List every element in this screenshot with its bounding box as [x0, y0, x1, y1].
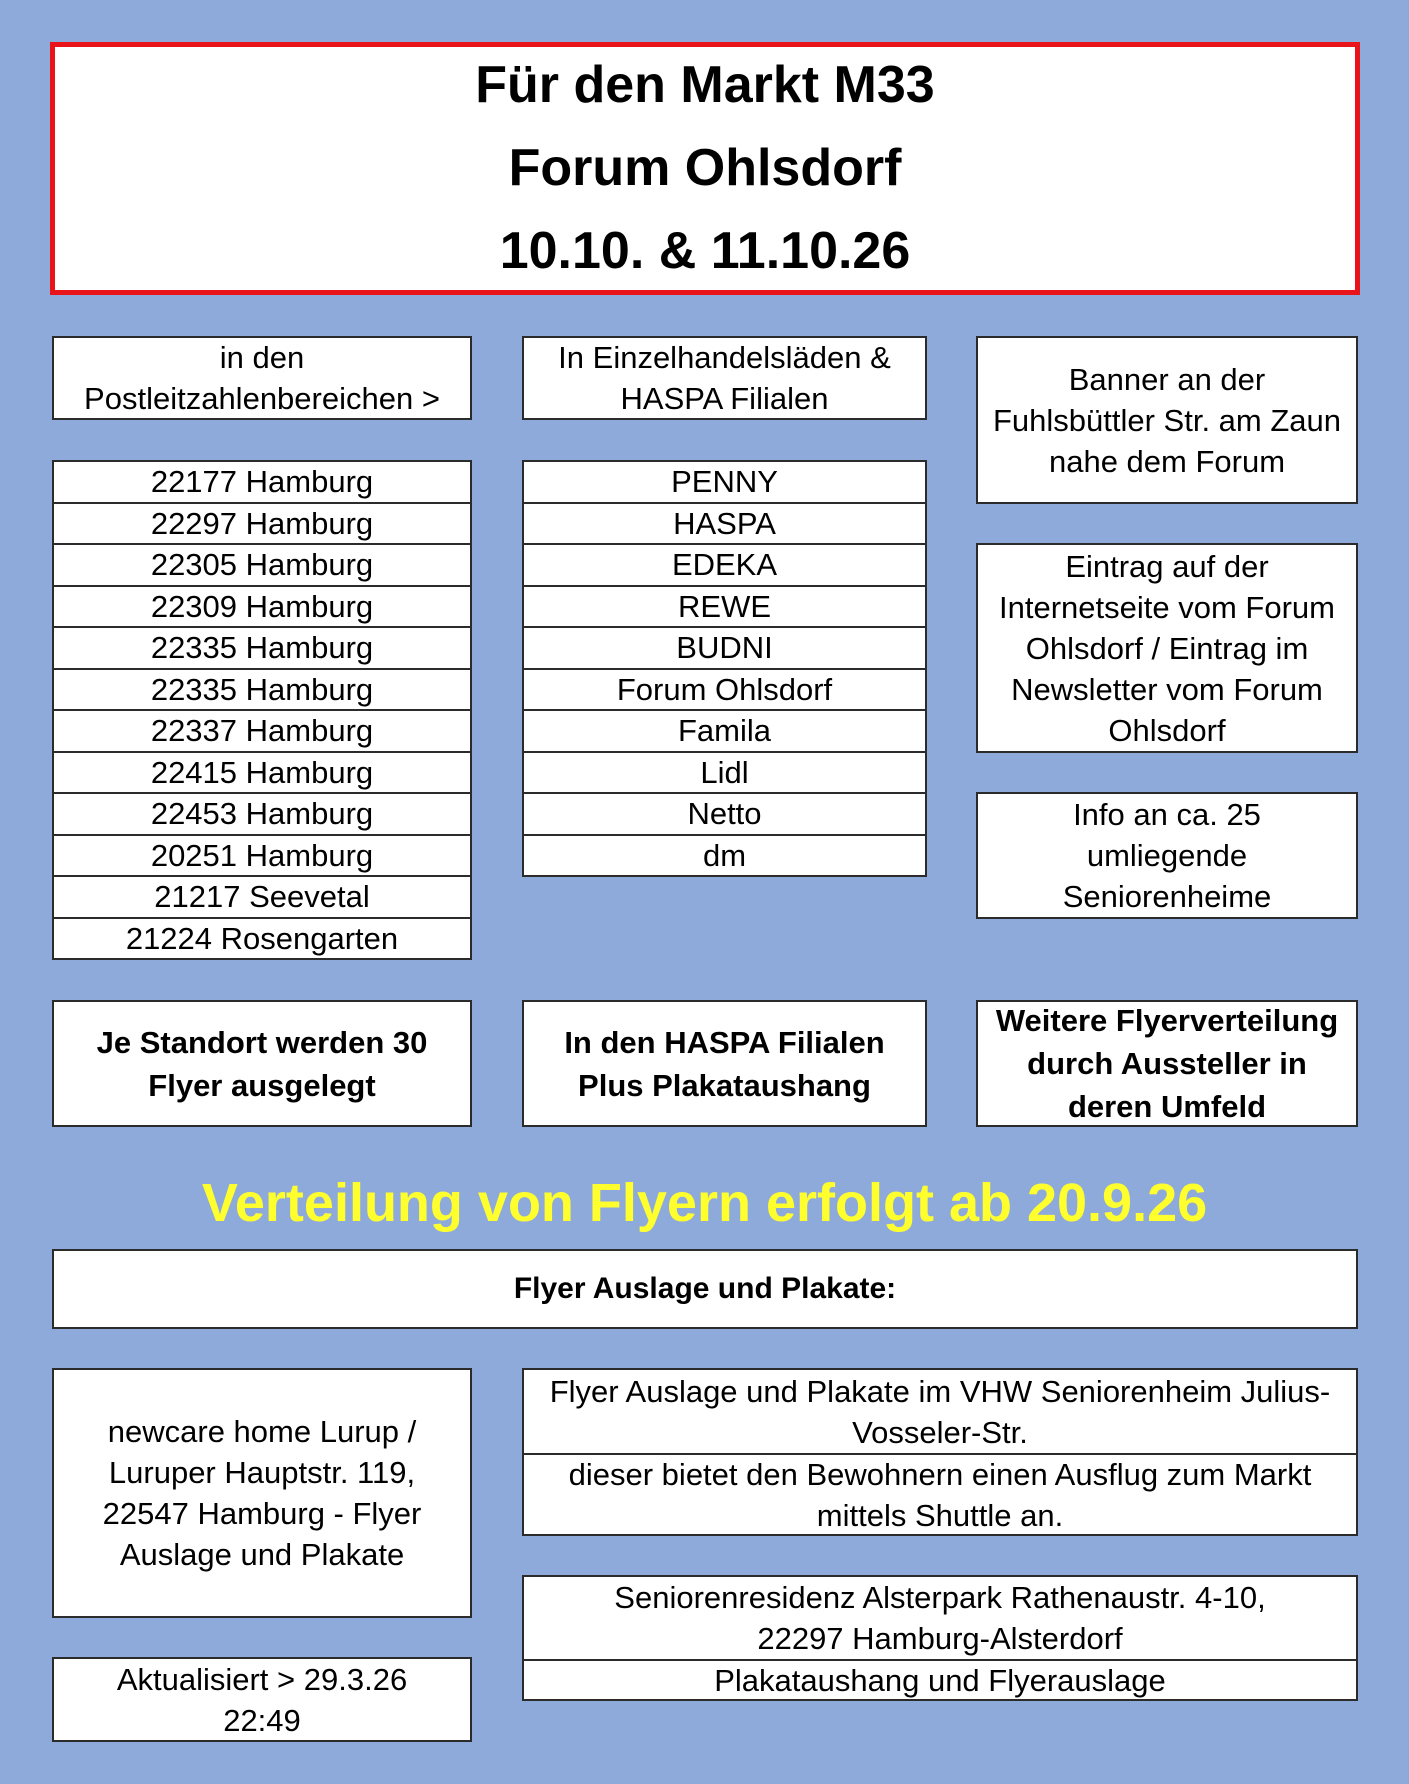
- stores-header: In Einzelhandelsläden & HASPA Filialen: [522, 336, 927, 420]
- event-title-location: Forum Ohlsdorf: [508, 139, 902, 197]
- list-item: 22309 Hamburg: [54, 587, 470, 629]
- vhw-senior-home-box: [522, 1368, 1358, 1536]
- distribution-headline: Verteilung von Flyern erfolgt ab 20.9.26: [201, 1173, 1208, 1233]
- vhw-display-text: Flyer Auslage und Plakate im VHW Seniorenheim Julius-Vosseler-Str.: [549, 1373, 1331, 1450]
- postal-header: in den Postleitzahlenbereichen >: [52, 336, 472, 420]
- list-item: 21217 Seevetal: [54, 877, 470, 919]
- last-updated: Aktualisiert > 29.3.26 22:49: [52, 1657, 472, 1742]
- newcare-home-info: newcare home Lurup / Luruper Hauptstr. 119, 22547 Hamburg - Flyer Auslage und Plakate: [52, 1368, 472, 1618]
- list-item: REWE: [524, 587, 925, 629]
- postal-code-list: [52, 460, 472, 960]
- list-item: BUDNI: [524, 628, 925, 670]
- list-item: Netto: [524, 794, 925, 836]
- list-item: 22297 Hamburg: [54, 504, 470, 546]
- store-list: [522, 460, 927, 877]
- list-item: 22335 Hamburg: [54, 670, 470, 712]
- per-location-note: Je Standort werden 30 Flyer ausgelegt: [52, 1000, 472, 1127]
- alsterpark-address: Seniorenresidenz Alsterpark Rathenaustr. 4-10, 22297 Hamburg-Alsterdorf: [614, 1580, 1266, 1656]
- list-item: Famila: [524, 711, 925, 753]
- list-item: 21224 Rosengarten: [125, 920, 399, 956]
- alsterpark-box: [522, 1575, 1358, 1701]
- list-item: 22305 Hamburg: [54, 545, 470, 587]
- flyer-display-header: Flyer Auslage und Plakate:: [52, 1249, 1358, 1329]
- list-item: Lidl: [524, 753, 925, 795]
- list-item: 22177 Hamburg: [54, 462, 470, 504]
- event-title-box: [50, 42, 1360, 295]
- haspa-note: In den HASPA Filialen Plus Plakataushang: [522, 1000, 927, 1127]
- senior-homes-info: Info an ca. 25 umliegende Seniorenheime: [976, 792, 1358, 919]
- list-item: HASPA: [524, 504, 925, 546]
- list-item: Forum Ohlsdorf: [524, 670, 925, 712]
- exhibitors-note: Weitere Flyerverteilung durch Aussteller in deren Umfeld: [976, 1000, 1358, 1127]
- list-item: 22337 Hamburg: [54, 711, 470, 753]
- list-item: 22335 Hamburg: [54, 628, 470, 670]
- vhw-shuttle-text: dieser bietet den Bewohnern einen Ausflug zum Markt mittels Shuttle an.: [524, 1453, 1356, 1534]
- list-item: 22453 Hamburg: [54, 794, 470, 836]
- event-title-market: Für den Markt M33: [475, 56, 935, 114]
- list-item: 20251 Hamburg: [54, 836, 470, 878]
- event-title-dates: 10.10. & 11.10.26: [499, 222, 911, 280]
- list-item: EDEKA: [524, 545, 925, 587]
- list-item: dm: [702, 837, 747, 873]
- list-item: PENNY: [524, 462, 925, 504]
- internet-entry-info: Eintrag auf der Internetseite vom Forum Ohlsdorf / Eintrag im Newsletter vom Forum Ohlsdorf: [976, 543, 1358, 753]
- banner-info: Banner an der Fuhlsbüttler Str. am Zaun nahe dem Forum: [976, 336, 1358, 504]
- list-item: 22415 Hamburg: [54, 753, 470, 795]
- alsterpark-note: Plakataushang und Flyerauslage: [524, 1659, 1356, 1699]
